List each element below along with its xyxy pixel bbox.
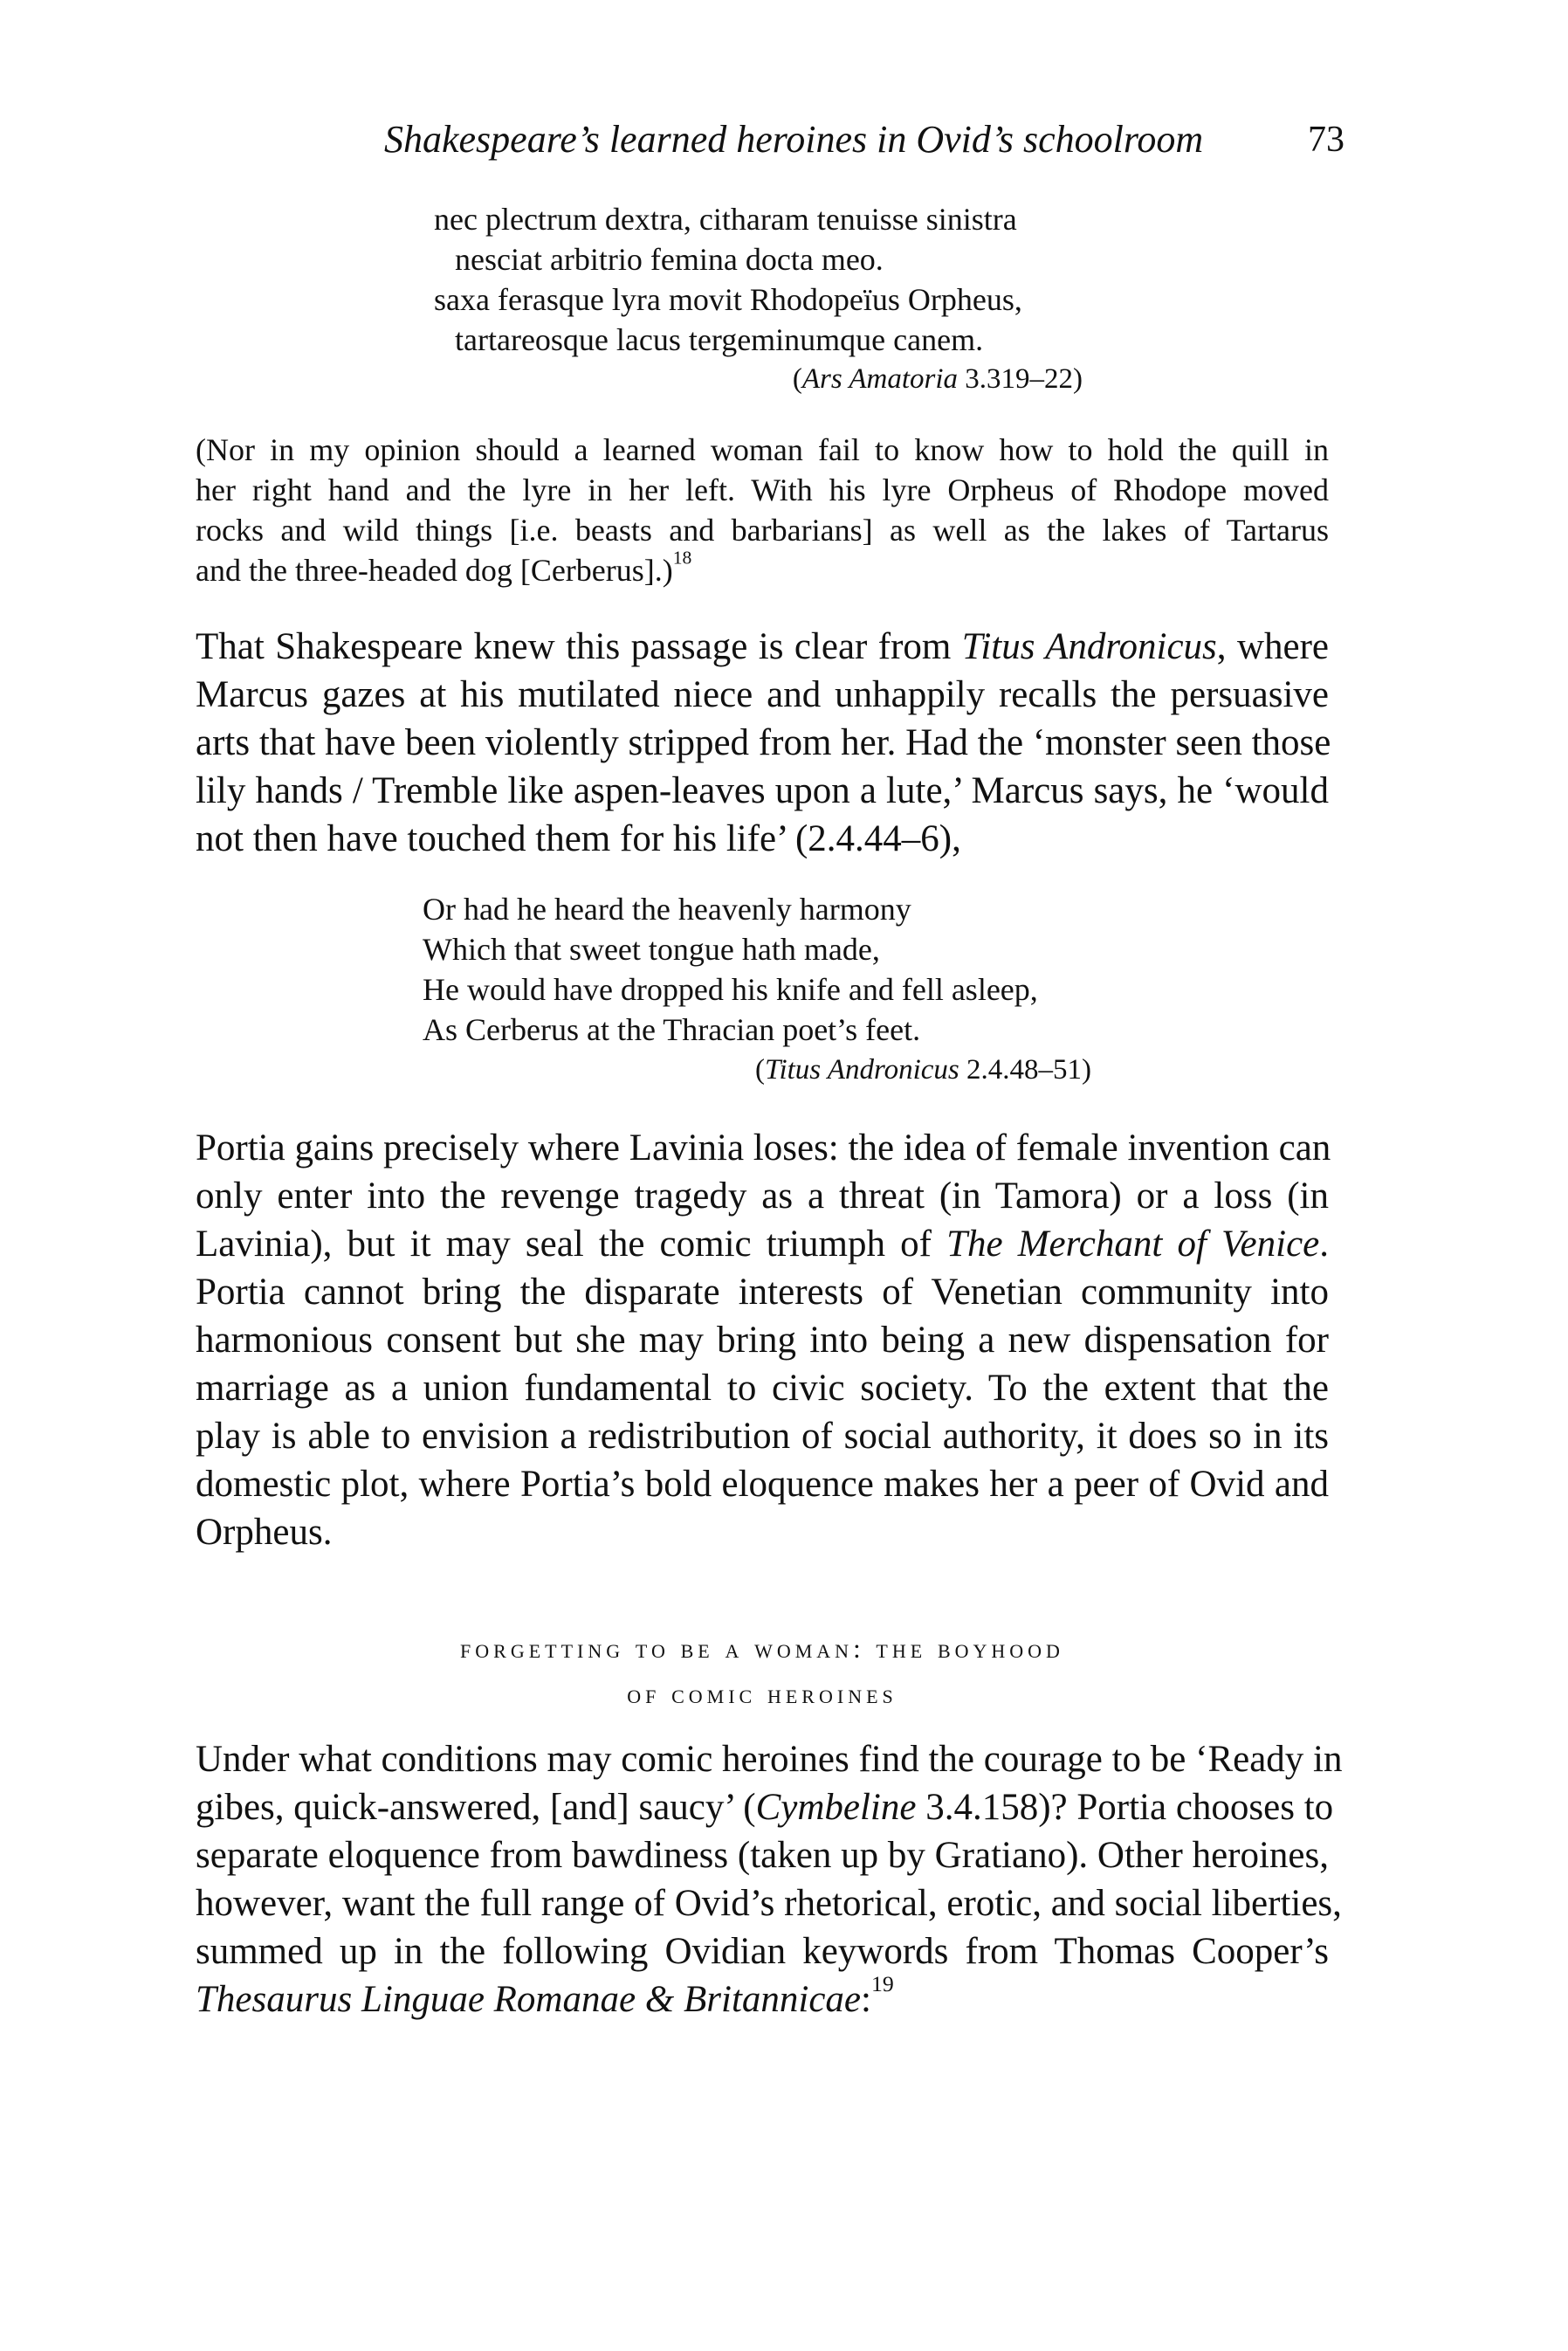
book-title: Thesaurus Linguae Romanae & Britannicae — [196, 1979, 862, 2020]
verse-line: tartareosque lacus tergeminumque canem. — [455, 322, 984, 357]
running-title: Shakespeare’s learned heroines in Ovid’s schoolroom — [384, 118, 1204, 161]
citation-title: Ars Amatoria — [801, 363, 958, 395]
text-run: 3.4.158)? Portia chooses to — [916, 1787, 1334, 1828]
citation-ref: 3.319–22) — [958, 363, 1083, 395]
paragraph-line — [196, 1970, 1329, 2024]
paragraph-comic-heroines — [196, 1735, 1343, 2024]
heading-line: of comic heroines — [627, 1679, 897, 1709]
verse-line: Or had he heard the heavenly harmony — [423, 892, 911, 927]
section-heading — [196, 1626, 1329, 1717]
titus-verse-citation — [681, 1051, 1091, 1089]
paragraph-line: arts that have been violently stripped from her. Had the ‘monster seen those — [196, 722, 1331, 763]
play-title: Titus Andronicus — [961, 626, 1217, 667]
paragraph-line: lily hands / Tremble like aspen-leaves upon a lute,’ Marcus says, he ‘would — [196, 770, 1329, 811]
paragraph-titus — [196, 623, 1329, 863]
text-run: , where — [1216, 626, 1329, 667]
paragraph-line: only enter into the revenge tragedy as a threat (in Tamora) or a loss (in — [196, 1176, 1329, 1217]
latin-verse-citation — [611, 360, 1083, 398]
translation-line: her right hand and the lyre in her left. With his lyre Orpheus of Rhodope moved — [196, 472, 1329, 507]
page-number: 73 — [1308, 120, 1344, 160]
text-run: . — [1319, 1224, 1329, 1265]
titus-verse-quote — [423, 889, 1173, 1050]
translation-line: rocks and wild things [i.e. beasts and barbarians] as well as the lakes of Tartarus — [196, 513, 1329, 548]
paragraph-line: harmonious consent but she may bring into being a new dispensation for — [196, 1320, 1329, 1361]
running-head — [384, 114, 1344, 175]
verse-line: saxa ferasque lyra movit Rhodopeïus Orpheus, — [434, 282, 1022, 317]
citation-open: ( — [754, 1054, 765, 1086]
paragraph-line: Under what conditions may comic heroines find the courage to be ‘Ready in — [196, 1739, 1343, 1780]
verse-line: nesciat arbitrio femina docta meo. — [455, 242, 884, 277]
verse-line: As Cerberus at the Thracian poet’s feet. — [423, 1012, 921, 1047]
paragraph-portia — [196, 1124, 1329, 1556]
citation-title: Titus Andronicus — [764, 1054, 959, 1086]
translation-paragraph — [196, 430, 1329, 590]
translation-line — [196, 547, 1329, 590]
paragraph-line: play is able to envision a redistribution of social authority, it does so in its — [196, 1416, 1329, 1457]
citation-ref: 2.4.48–51) — [959, 1054, 1091, 1086]
translation-text: and the three-headed dog [Cerberus].) — [196, 553, 673, 588]
verse-line: Which that sweet tongue hath made, — [423, 932, 880, 967]
paragraph-line: separate eloquence from bawdiness (taken up by Gratiano). Other heroines, — [196, 1835, 1329, 1876]
latin-verse-quote — [434, 199, 1097, 360]
play-title: Cymbeline — [755, 1787, 917, 1828]
paragraph-line: marriage as a union fundamental to civic society. To the extent that the — [196, 1368, 1329, 1409]
paragraph-line: Portia gains precisely where Lavinia loses: the idea of female invention can — [196, 1127, 1331, 1169]
play-title: The Merchant of Venice — [946, 1224, 1320, 1265]
paragraph-line: not then have touched them for his life’ (2.4.44–6), — [196, 818, 961, 859]
footnote-marker: 19 — [870, 1970, 894, 1996]
paragraph-line: however, want the full range of Ovid’s rhetorical, erotic, and social liberties, — [196, 1883, 1342, 1924]
text-run: gibes, quick-answered, [and] saucy’ ( — [196, 1787, 756, 1828]
paragraph-line — [196, 1783, 1334, 1831]
paragraph-line — [196, 623, 1329, 671]
verse-line: He would have dropped his knife and fell asleep, — [423, 972, 1038, 1007]
translation-line: (Nor in my opinion should a learned woman fail to know how to hold the quill in — [196, 432, 1329, 467]
text-run: Lavinia), but it may seal the comic triumph of — [196, 1224, 947, 1265]
paragraph-line: Portia cannot bring the disparate interests of Venetian community into — [196, 1272, 1329, 1313]
heading-line: forgetting to be a woman: the boyhood — [460, 1633, 1064, 1664]
footnote-marker: 18 — [672, 547, 692, 569]
paragraph-line — [196, 1220, 1329, 1268]
paragraph-line: Marcus gazes at his mutilated niece and unhappily recalls the persuasive — [196, 674, 1329, 715]
paragraph-line: Orpheus. — [196, 1512, 333, 1553]
text-run: : — [861, 1979, 871, 2020]
text-run: That Shakespeare knew this passage is clear from — [196, 626, 962, 667]
verse-line: nec plectrum dextra, citharam tenuisse sinistra — [434, 202, 1017, 237]
citation-open: ( — [792, 363, 802, 395]
paragraph-line: summed up in the following Ovidian keywords from Thomas Cooper’s — [196, 1931, 1329, 1972]
paragraph-line: domestic plot, where Portia’s bold eloquence makes her a peer of Ovid and — [196, 1464, 1329, 1505]
